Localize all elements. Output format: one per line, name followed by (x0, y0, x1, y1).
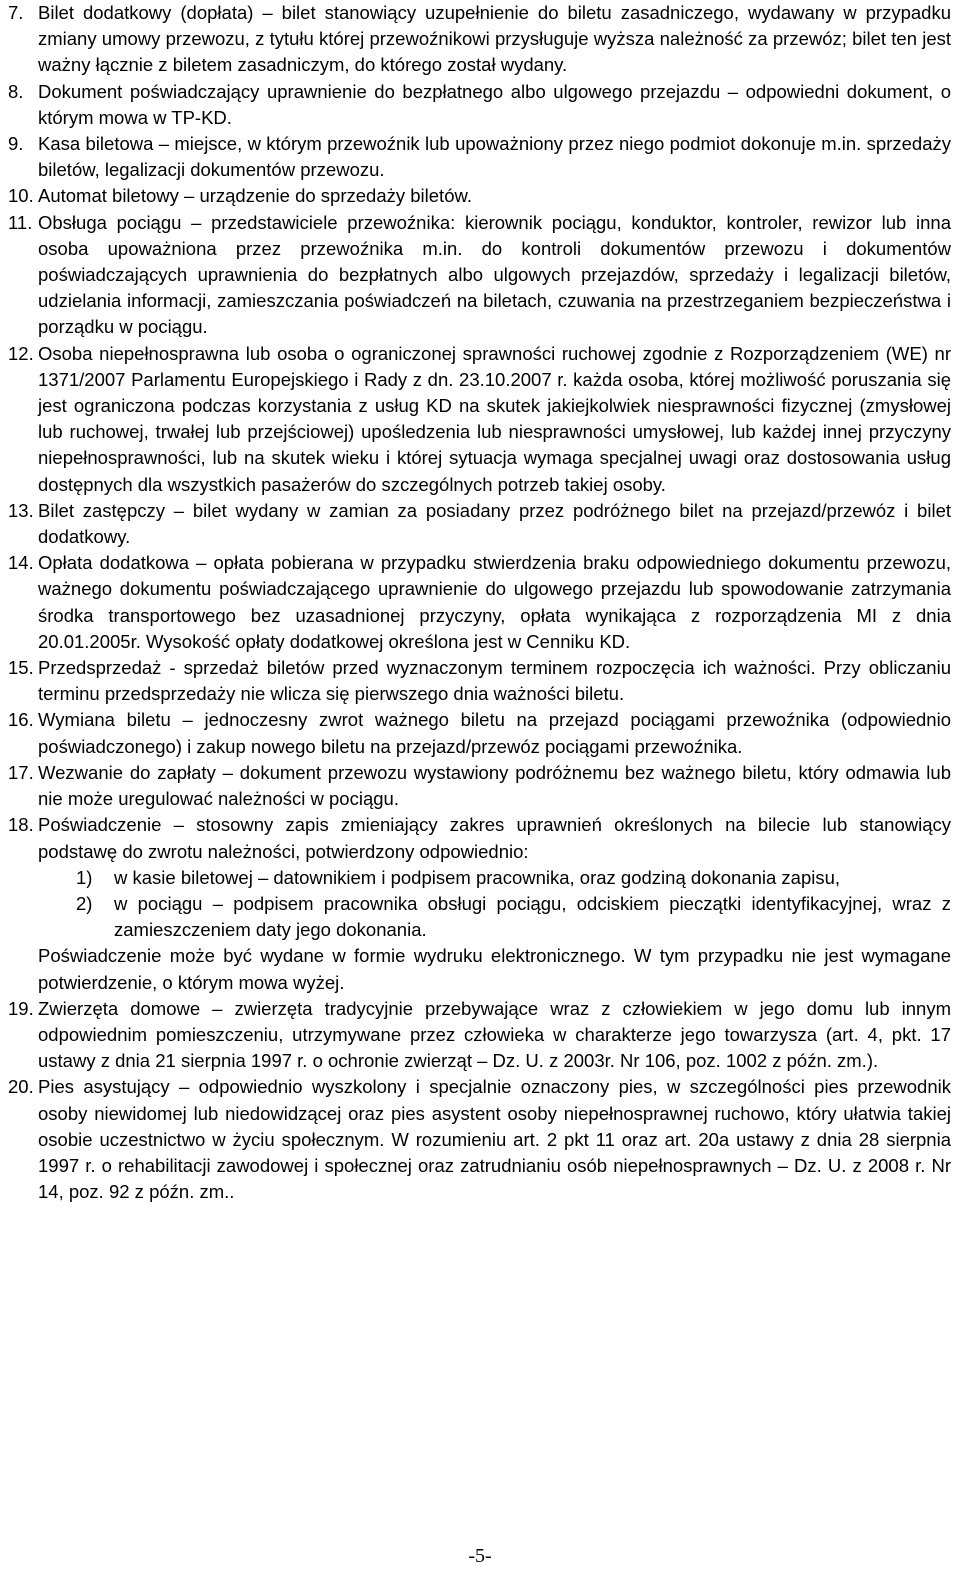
item-text: Kasa biletowa – miejsce, w którym przewoźnik lub upoważniony przez niego podmiot dokonuje m.in. sprzedaży biletów, legalizacji dokumentów przewozu. (38, 133, 951, 181)
subitem-number: 2) (76, 892, 93, 914)
item-18-closing-paragraph: Poświadczenie może być wydane w formie wydruku elektronicznego. W tym przypadku nie jest wymagane potwierdzenie, o którym mowa wyżej. (38, 945, 951, 993)
definition-item-11 (8, 210, 951, 341)
item-number: 12. (8, 342, 34, 364)
item-number: 20. (8, 1076, 34, 1098)
item-number: 17. (8, 761, 34, 783)
item-text: Osoba niepełnosprawna lub osoba o ograniczonej sprawności ruchowej zgodnie z Rozporządzeniem (WE) nr 1371/2007 Parlamentu Europejskiego i Rady z dn. 23.10.2007 r. każda osoba, której możliwość poruszania się jest ograniczona podczas korzystania z usług KD na skutek jakiejkolwiek niesprawności fizycznej (zmysłowej lub ruchowej, trwałej lub przejściowej) upośledzenia lub niesprawności umysłowej, lub każdej innej przyczyny niepełnosprawności, lub na skutek wieku i której sytuacja wymaga specjalnej uwagi oraz dostosowania usług dostępnych dla wszystkich pasażerów do szczególnych potrzeb takiej osoby. (38, 342, 951, 495)
definition-item-8 (8, 79, 951, 131)
definition-item-7 (8, 0, 951, 79)
item-number: 13. (8, 499, 34, 521)
item-text: Pies asystujący – odpowiednio wyszkolony i specjalnie oznaczony pies, w szczególności pies przewodnik osoby niewidomej lub niedowidzącej oraz pies asystent osoby niepełnosprawnej ruchowo, który ułatwia takiej osobie uczestnictwo w życiu społecznym. W rozumieniu art. 2 pkt 11 oraz art. 20a ustawy z dnia 28 sierpnia 1997 r. o rehabilitacji zawodowej i społecznej oraz zatrudnianiu osób niepełnosprawnych – Dz. U. z 2008 r. Nr 14, poz. 92 z późn. zm.. (38, 1076, 951, 1203)
subitem-text: w kasie biletowej – datownikiem i podpisem pracownika, oraz godziną dokonania zapisu, (114, 866, 841, 888)
item-text: Wezwanie do zapłaty – dokument przewozu wystawiony podróżnemu bez ważnego biletu, który odmawia lub nie może uregulować należności w pociągu. (38, 761, 951, 810)
definition-item-17 (8, 760, 951, 812)
document-page (8, 0, 951, 1205)
definition-item-18 (8, 812, 951, 864)
definition-item-12 (8, 341, 951, 498)
item-text: Dokument poświadczający uprawnienie do bezpłatnego albo ulgowego przejazdu – odpowiedni dokument, o którym mowa w TP-KD. (38, 80, 951, 128)
subitem-1 (8, 865, 951, 891)
item-text: Przedsprzedaż - sprzedaż biletów przed wyznaczonym terminem rozpoczęcia ich ważności. Przy obliczaniu terminu przedsprzedaży nie wlicza się pierwszego dnia ważności biletu. (38, 657, 951, 705)
item-text: Obsługa pociągu – przedstawiciele przewoźnika: kierownik pociągu, konduktor, kontroler, rewizor lub inna osoba upoważniona przez przewoźnika m.in. do kontroli dokumentów przewozu i dokumentów poświadczających uprawnienia do bezpłatnych albo ulgowych przejazdów, sprzedaży i legalizacji biletów, udzielania informacji, zamieszczania poświadczeń na biletach, czuwania na przestrzeganiem bezpieczeństwa i porządku w pociągu. (38, 211, 951, 338)
item-number: 14. (8, 552, 34, 574)
definition-item-9 (8, 131, 951, 183)
item-number: 7. (8, 2, 24, 23)
definition-item-15 (8, 655, 951, 707)
definition-item-20 (8, 1074, 951, 1205)
item-text: Poświadczenie – stosowny zapis zmieniający zakres uprawnień określonych na bilecie lub stanowiący podstawę do zwrotu należności, potwierdzony odpowiednio: (38, 814, 951, 862)
item-number: 16. (8, 709, 34, 731)
definition-item-13 (8, 498, 951, 550)
item-number: 8. (8, 80, 24, 102)
subitem-2 (8, 891, 951, 943)
item-number: 11. (8, 211, 33, 233)
subitem-number: 1) (76, 866, 93, 888)
item-text: Bilet zastępczy – bilet wydany w zamian za posiadany przez podróżnego bilet na przejazd/przewóz i bilet dodatkowy. (38, 499, 951, 548)
item-text: Opłata dodatkowa – opłata pobierana w przypadku stwierdzenia braku odpowiedniego dokumentu przewozu, ważnego dokumentu poświadczającego uprawnienie do ulgowego przejazdu lub spowodowanie zatrzymania środka transportowego bez uzasadnionej przyczyny, opłata wynikająca z rozporządzenia MI z dnia 20.01.2005r. Wysokość opłaty dodatkowej określona jest w Cenniku KD. (38, 552, 951, 652)
item-text: Bilet dodatkowy (dopłata) – bilet stanowiący uzupełnienie do biletu zasadniczego, wydawany w przypadku zmiany umowy przewozu, z tytułu której przewoźnikowi przysługuje wyższa należność za przewóz; bilet ten jest ważny łącznie z biletem zasadniczym, do którego został wydany. (38, 2, 951, 76)
item-text: Wymiana biletu – jednoczesny zwrot ważnego biletu na przejazd pociągami przewoźnika (odpowiednio poświadczonego) i zakup nowego biletu na przejazd/przewóz pociągami przewoźnika. (38, 709, 951, 757)
definition-item-16 (8, 707, 951, 759)
item-text: Zwierzęta domowe – zwierzęta tradycyjnie przebywające wraz z człowiekiem w jego domu lub innym odpowiednim pomieszczeniu, utrzymywane przez człowieka w charakterze jego towarzysza (art. 4, pkt. 17 ustawy z dnia 21 sierpnia 1997 r. o ochronie zwierząt – Dz. U. z 2003r. Nr 106, poz. 1002 z późn. zm.). (38, 997, 951, 1072)
item-number: 18. (8, 814, 34, 836)
definition-item-10 (8, 183, 951, 209)
item-number: 10. (8, 185, 34, 207)
item-number: 9. (8, 133, 24, 155)
item-number: 19. (8, 997, 34, 1019)
subitem-text: w pociągu – podpisem pracownika obsługi pociągu, odciskiem pieczątki identyfikacyjnej, wraz z zamieszczeniem daty jego dokonania. (114, 892, 951, 941)
item-text: Automat biletowy – urządzenie do sprzedaży biletów. (38, 185, 472, 207)
page-number: -5- (468, 1545, 492, 1567)
item-number: 15. (8, 657, 34, 679)
definition-item-14 (8, 550, 951, 655)
definition-item-19 (8, 996, 951, 1075)
